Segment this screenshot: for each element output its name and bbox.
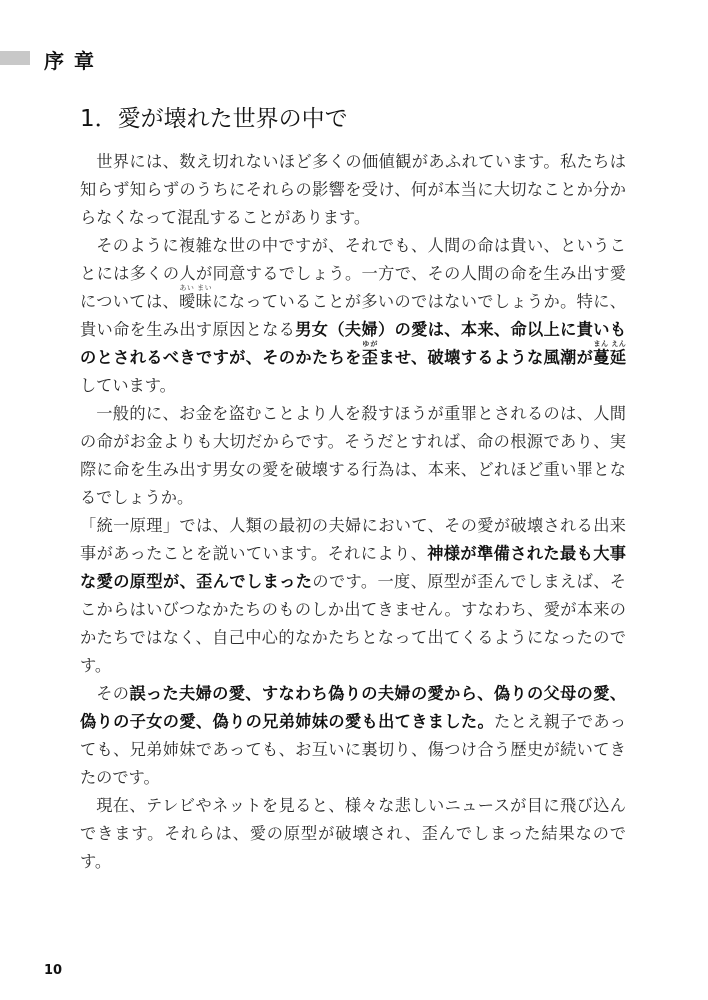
ruby-aimai: 曖昧あい まい bbox=[179, 284, 213, 311]
paragraph-5: その誤った夫婦の愛、すなわち偽りの夫婦の愛から、偽りの父母の愛、偽りの子女の愛、偽りの兄弟姉妹の愛も出てきました。たとえ親子であっても、兄弟姉妹であっても、お互いに裏切り、傷つけ合う歴史が続いてきたのです。 bbox=[80, 684, 627, 787]
ruby-manen: 蔓延まん えん bbox=[593, 340, 627, 367]
section-title: 1．愛が壊れた世界の中で bbox=[80, 106, 348, 132]
emphasis-text: 神様が準備された最も大事な愛の原型が、歪んでしまった bbox=[80, 544, 626, 591]
chapter-marker-bar bbox=[0, 51, 30, 65]
paragraph-4: 「統一原理」では、人類の最初の夫婦において、その愛が破壊される出来事があったことを説いています。それにより、神様が準備された最も大事な愛の原型が、歪んでしまったのです。一度、原型が歪んでしまえば、そこからはいびつなかたちのものしか出てきません。すなわち、愛が本来のかたちではなく、自己中心的なかたちとなって出てくるようになったのです。 bbox=[80, 516, 626, 675]
chapter-heading: 序章 bbox=[44, 49, 104, 73]
paragraph-2: そのように複雑な世の中ですが、それでも、人間の命は貴い、ということには多くの人が同意するでしょう。一方で、その人間の命を生み出す愛については、曖昧あい まいになっていることが多いのではないでしょうか。特に、貴い命を生み出す原因となる男女（夫婦）の愛は、本来、命以上に貴いものとされるべきですが、そのかたちを歪ゆがませ、破壊するような風潮が蔓延まん えんしています。 bbox=[80, 236, 627, 395]
paragraph-1: 世界には、数え切れないほど多くの価値観があふれています。私たちは知らず知らずのうちにそれらの影響を受け、何が本当に大切なことか分からなくなって混乱することがあります。 bbox=[80, 152, 626, 227]
emphasis-text: 男女（夫婦）の愛は、本来、命以上に貴いものとされるべきですが、そのかたちを bbox=[80, 320, 627, 367]
emphasis-text: ませ、破壊するような風潮が bbox=[378, 348, 594, 367]
paragraph-3: 一般的に、お金を盗むことより人を殺すほうが重罪とされるのは、人間の命がお金よりも大切だからです。そうだとすれば、命の根源であり、実際に命を生み出す男女の愛を破壊する行為は、本来、どれほど重い罪となるでしょうか。 bbox=[80, 404, 626, 507]
ruby-yuga: 歪ゆが bbox=[361, 340, 379, 367]
body-text bbox=[80, 148, 626, 876]
emphasis-text: 誤った夫婦の愛、すなわち偽りの夫婦の愛から、偽りの父母の愛、偽りの子女の愛、偽りの兄弟姉妹の愛も出てきました。 bbox=[80, 684, 627, 731]
page-number: 10 bbox=[44, 963, 63, 978]
paragraph-6: 現在、テレビやネットを見ると、様々な悲しいニュースが目に飛び込んできます。それらは、愛の原型が破壊され、歪んでしまった結果なのです。 bbox=[80, 796, 626, 871]
